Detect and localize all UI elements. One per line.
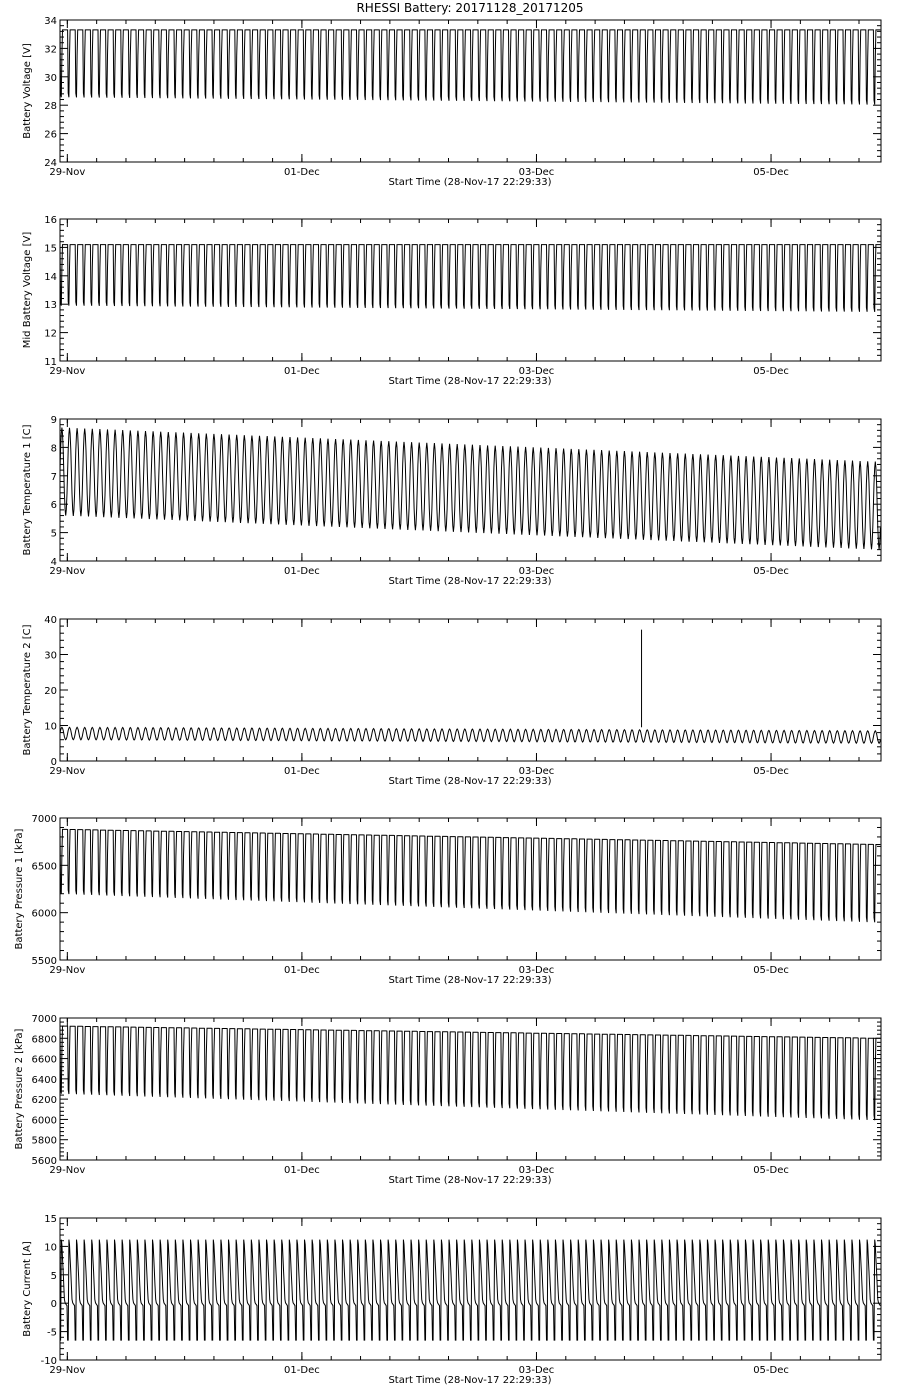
y-tick-label: 14 [44, 271, 57, 283]
x-tick-label: 03-Dec [518, 965, 555, 976]
y-tick-label: 0 [50, 1299, 57, 1311]
x-tick-label: 05-Dec [753, 167, 789, 178]
series-line [60, 30, 880, 105]
x-tick-label: 05-Dec [753, 1165, 789, 1176]
y-tick-label: 30 [44, 650, 57, 662]
y-tick-label: 7000 [31, 1014, 57, 1025]
x-axis-label: Start Time (28-Nov-17 22:29:33) [388, 576, 552, 587]
panel-1 [22, 16, 881, 188]
y-tick-label: 16 [44, 215, 57, 226]
x-tick-label: 03-Dec [518, 566, 555, 577]
y-axis-label: Battery Temperature 2 [C] [22, 624, 33, 756]
panel-7 [22, 1214, 881, 1386]
x-tick-label: 01-Dec [284, 965, 320, 976]
y-tick-label: 34 [44, 16, 57, 27]
y-tick-label: 20 [44, 686, 57, 697]
y-axis-label: Battery Temperature 1 [C] [22, 424, 33, 556]
y-tick-label: 5 [50, 1270, 57, 1282]
y-tick-label: 13 [44, 300, 57, 312]
x-tick-label: 01-Dec [284, 1165, 320, 1176]
y-tick-label: 11 [44, 357, 57, 368]
x-tick-label: 05-Dec [753, 566, 789, 577]
y-tick-label: 28 [44, 101, 57, 113]
y-tick-label: 4 [50, 557, 57, 568]
y-axis-label: Battery Voltage [V] [22, 43, 33, 139]
y-tick-label: 30 [44, 72, 57, 84]
x-tick-label: 03-Dec [518, 1165, 555, 1176]
y-tick-label: 12 [44, 328, 57, 340]
y-tick-label: 10 [44, 721, 57, 733]
panel-6 [14, 1014, 881, 1186]
y-tick-label: 10 [44, 1242, 57, 1254]
y-axis-label: Battery Current [A] [22, 1241, 33, 1337]
y-tick-label: 5500 [31, 956, 57, 967]
y-tick-label: 15 [44, 1214, 57, 1225]
panel-2 [22, 215, 881, 387]
y-axis-label: Battery Pressure 1 [kPa] [14, 828, 25, 950]
x-axis-label: Start Time (28-Nov-17 22:29:33) [388, 1375, 552, 1386]
x-tick-label: 29-Nov [49, 766, 86, 777]
x-tick-label: 29-Nov [49, 566, 86, 577]
y-tick-label: 6600 [31, 1054, 57, 1066]
x-tick-label: 01-Dec [284, 366, 320, 377]
x-tick-label: 03-Dec [518, 366, 555, 377]
y-tick-label: 15 [44, 243, 57, 255]
series-line [60, 829, 880, 922]
y-tick-label: 24 [44, 158, 57, 169]
y-tick-label: 6000 [31, 1115, 57, 1127]
y-tick-label: 9 [50, 415, 57, 426]
y-tick-label: 8 [50, 443, 57, 455]
y-tick-label: 5 [50, 528, 57, 540]
x-tick-label: 03-Dec [518, 766, 555, 777]
x-axis-label: Start Time (28-Nov-17 22:29:33) [388, 776, 552, 787]
y-tick-label: 6800 [31, 1034, 57, 1046]
series-line [60, 1240, 880, 1341]
x-tick-label: 29-Nov [49, 1365, 86, 1376]
x-tick-label: 05-Dec [753, 1365, 789, 1376]
y-axis-label: Battery Pressure 2 [kPa] [14, 1028, 25, 1150]
y-tick-label: 5600 [31, 1156, 57, 1167]
x-tick-label: 03-Dec [518, 1365, 555, 1376]
x-tick-label: 05-Dec [753, 366, 789, 377]
panel-3 [22, 415, 881, 587]
y-tick-label: -5 [47, 1327, 57, 1339]
series-line [60, 1026, 880, 1120]
x-axis-label: Start Time (28-Nov-17 22:29:33) [388, 177, 552, 188]
x-tick-label: 01-Dec [284, 766, 320, 777]
x-tick-label: 29-Nov [49, 965, 86, 976]
y-tick-label: 6400 [31, 1074, 57, 1086]
y-tick-label: 6 [50, 500, 57, 512]
y-tick-label: 6200 [31, 1095, 57, 1107]
x-tick-label: 05-Dec [753, 766, 789, 777]
series-line [60, 428, 880, 550]
x-tick-label: 01-Dec [284, 167, 320, 178]
y-tick-label: 40 [44, 615, 57, 626]
x-tick-label: 29-Nov [49, 366, 86, 377]
y-tick-label: 7 [50, 471, 57, 483]
x-tick-label: 29-Nov [49, 167, 86, 178]
y-axis-label: Mid Battery Voltage [V] [22, 231, 33, 349]
series-line [60, 727, 880, 743]
y-tick-label: 5800 [31, 1135, 57, 1147]
y-tick-label: 7000 [31, 814, 57, 825]
y-tick-label: -10 [40, 1356, 57, 1367]
x-axis-label: Start Time (28-Nov-17 22:29:33) [388, 376, 552, 387]
panel-5 [14, 814, 881, 986]
x-tick-label: 01-Dec [284, 566, 320, 577]
x-tick-label: 05-Dec [753, 965, 789, 976]
plot-frame [60, 619, 881, 761]
y-tick-label: 6500 [31, 861, 57, 873]
y-tick-label: 26 [44, 129, 57, 141]
x-tick-label: 01-Dec [284, 1365, 320, 1376]
series-line [60, 245, 880, 312]
x-tick-label: 03-Dec [518, 167, 555, 178]
figure-title: RHESSI Battery: 20171128_20171205 [356, 1, 584, 15]
y-tick-label: 6000 [31, 908, 57, 920]
panel-4 [22, 615, 881, 787]
x-tick-label: 29-Nov [49, 1165, 86, 1176]
x-axis-label: Start Time (28-Nov-17 22:29:33) [388, 975, 552, 986]
x-axis-label: Start Time (28-Nov-17 22:29:33) [388, 1175, 552, 1186]
y-tick-label: 0 [50, 757, 57, 768]
y-tick-label: 32 [44, 44, 57, 56]
